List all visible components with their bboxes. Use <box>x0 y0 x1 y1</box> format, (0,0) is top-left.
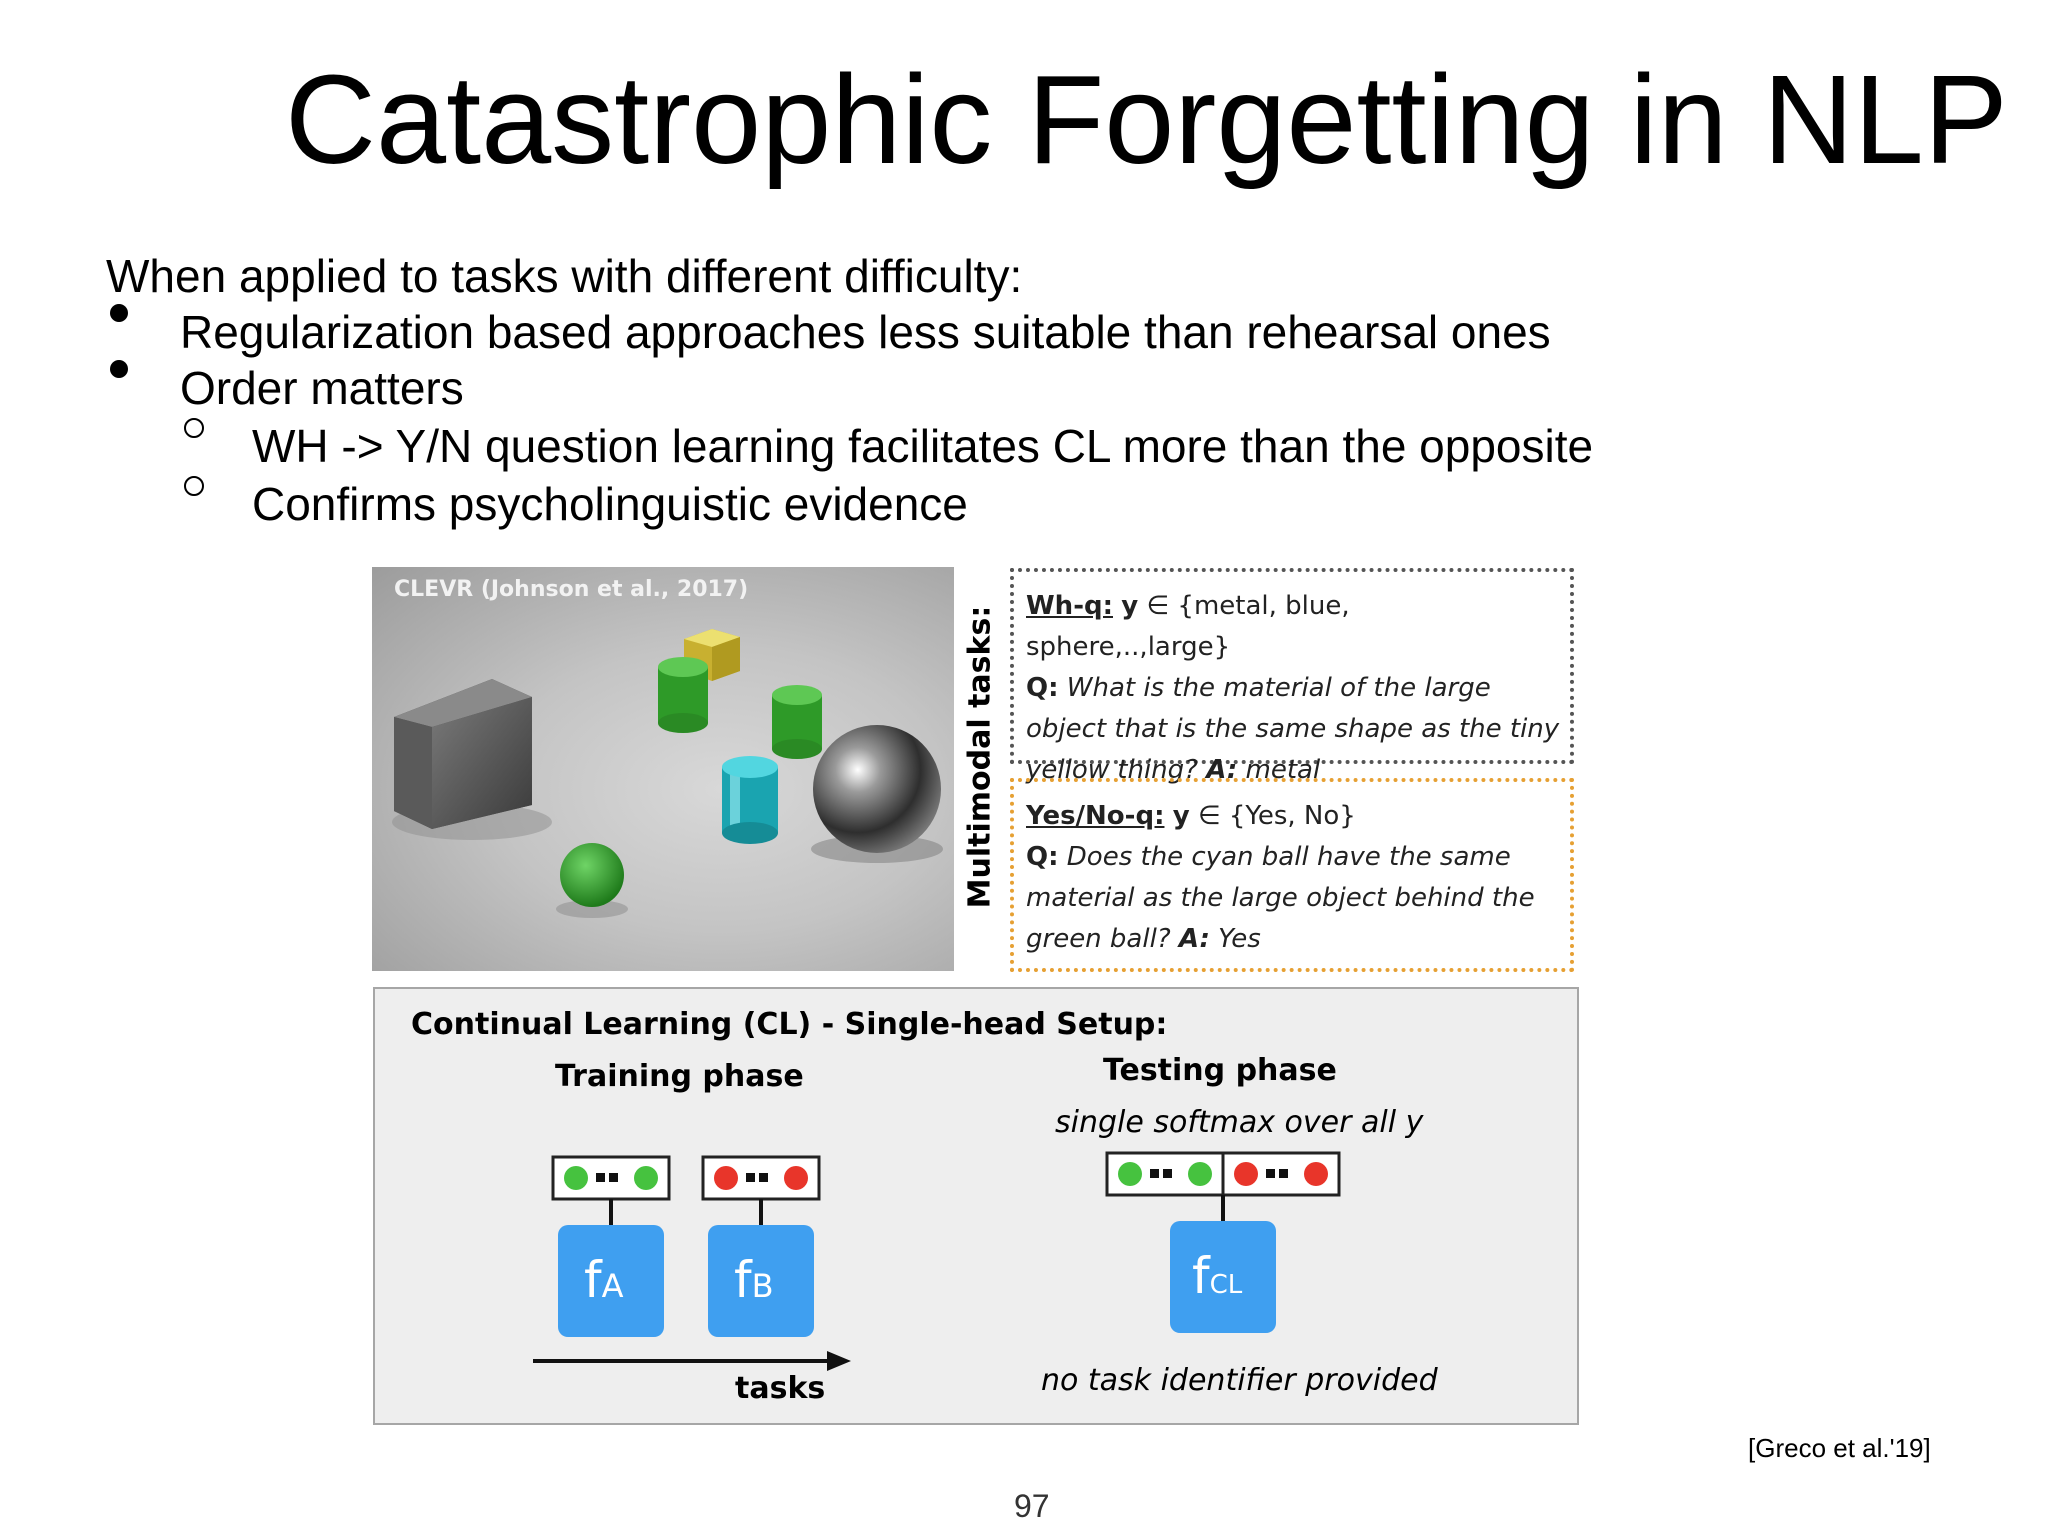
intro-text: When applied to tasks with different difficulty: <box>106 250 1023 302</box>
wh-y: y <box>1121 591 1139 621</box>
ellipsis-square <box>746 1173 755 1182</box>
f-symbol: fCL <box>1192 1247 1243 1305</box>
continual-learning-panel <box>373 987 1579 1425</box>
model-fcl-box <box>1170 1221 1276 1333</box>
sub-bullet-text: WH -> Y/N question learning facilitates CL more than the opposite <box>252 420 1594 472</box>
page-number: 97 <box>1014 1488 1050 1524</box>
softmax-note: single softmax over all y <box>1055 1105 1424 1140</box>
yn-label: Yes/No-q: <box>1026 801 1165 831</box>
yn-answer: Yes <box>1218 924 1261 954</box>
bullet-dot-icon <box>110 304 128 322</box>
red-dot-icon <box>784 1166 808 1190</box>
ellipsis-square <box>1266 1169 1275 1178</box>
ellipsis-square <box>596 1173 605 1182</box>
f-symbol: fA <box>584 1251 624 1309</box>
wh-question-line <box>1026 668 1560 709</box>
red-dot-icon <box>1304 1162 1328 1186</box>
yn-question-2: material as the large object behind the <box>1026 883 1535 913</box>
ellipsis-square <box>609 1173 618 1182</box>
bullet-circle-icon <box>184 418 204 438</box>
wh-a-label: A: <box>1206 755 1238 785</box>
wh-question-line <box>1026 709 1560 750</box>
wh-question-1: What is the material of the large <box>1066 673 1491 703</box>
yn-a-label: A: <box>1178 924 1210 954</box>
green-dot-icon <box>564 1166 588 1190</box>
multimodal-tasks-label <box>953 605 1007 909</box>
yn-answer-set: {Yes, No} <box>1228 801 1356 831</box>
wh-question-2: object that is the same shape as the tiny <box>1026 714 1560 744</box>
multimodal-tasks-text: Multimodal tasks: <box>962 605 998 909</box>
green-dot-icon <box>634 1166 658 1190</box>
arrow-right-icon <box>827 1351 851 1371</box>
ellipsis-square <box>1150 1169 1159 1178</box>
f-symbol: fB <box>734 1251 774 1309</box>
red-dot-icon <box>1234 1162 1258 1186</box>
wh-question-3: yellow thing? <box>1026 755 1198 785</box>
tasks-label: tasks <box>735 1371 826 1406</box>
wh-answer-set: {metal, blue, sphere,..,large} <box>1026 591 1350 662</box>
wh-answer: metal <box>1245 755 1321 785</box>
yn-question-line <box>1026 878 1560 919</box>
ellipsis-square <box>1163 1169 1172 1178</box>
green-dot-icon <box>1188 1162 1212 1186</box>
wh-q-label: Q: <box>1026 673 1059 703</box>
yn-question-line <box>1026 837 1560 878</box>
model-fa-box <box>558 1225 664 1337</box>
bullet-text: Regularization based approaches less suitable than rehearsal ones <box>180 306 1551 358</box>
wh-question-box <box>1010 568 1574 785</box>
slide-title: Catastrophic Forgetting in NLP <box>285 49 2008 190</box>
green-dot-icon <box>1118 1162 1142 1186</box>
citation: [Greco et al.'19] <box>1748 1433 1931 1463</box>
wh-header-line <box>1026 586 1560 668</box>
cl-diagram-lines <box>375 989 1581 1427</box>
yn-q-label: Q: <box>1026 842 1059 872</box>
yn-y: y <box>1172 801 1190 831</box>
yn-question-line <box>1026 919 1560 960</box>
wh-label: Wh-q: <box>1026 591 1113 621</box>
yn-question-3: green ball? <box>1026 924 1171 954</box>
red-dot-icon <box>714 1166 738 1190</box>
clevr-scene-image <box>372 567 954 971</box>
bullet-dot-icon <box>110 360 128 378</box>
yn-in-symbol: ∈ <box>1197 801 1221 831</box>
no-task-identifier-note: no task identifier provided <box>1041 1363 1438 1398</box>
ellipsis-square <box>759 1173 768 1182</box>
clevr-caption: CLEVR (Johnson et al., 2017) <box>394 577 749 602</box>
ellipsis-square <box>1279 1169 1288 1178</box>
cl-title: Continual Learning (CL) - Single-head Setup: <box>411 1007 1168 1042</box>
training-phase-label: Training phase <box>555 1059 804 1094</box>
bullet-text: Order matters <box>180 362 464 414</box>
yn-header-line <box>1026 796 1560 837</box>
model-fb-box <box>708 1225 814 1337</box>
bullet-circle-icon <box>184 476 204 496</box>
sub-bullet-text: Confirms psycholinguistic evidence <box>252 478 968 530</box>
yn-question-1: Does the cyan ball have the same <box>1066 842 1511 872</box>
clevr-scene-illustration <box>372 567 954 971</box>
testing-phase-label: Testing phase <box>1103 1053 1337 1088</box>
yn-question-box <box>1010 778 1574 972</box>
wh-in-symbol: ∈ <box>1146 591 1170 621</box>
